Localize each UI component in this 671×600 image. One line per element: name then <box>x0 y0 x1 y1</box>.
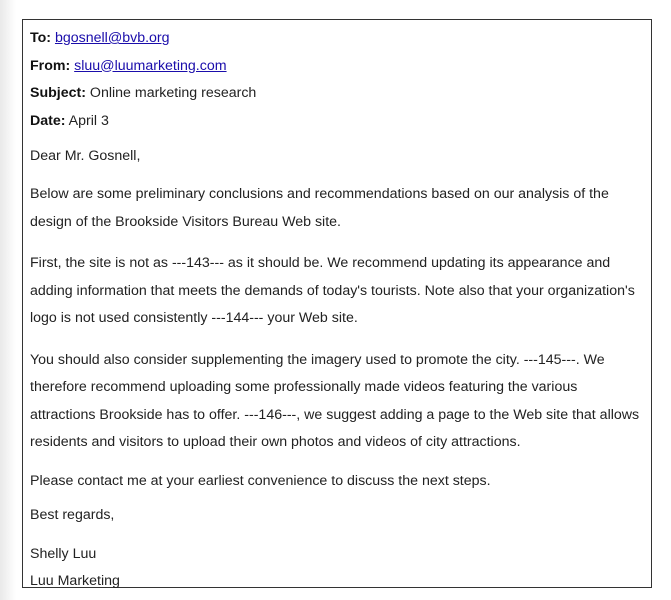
subject-value: Online marketing research <box>89 85 257 101</box>
p3-text-1: You should also consider supplementing the imagery used to promote the city. <box>30 351 524 368</box>
paragraph-contact: Please contact me at your earliest convenience to discuss the next steps. <box>30 472 491 489</box>
p3-text-2: . We therefore recommend uploading some professionally made videos featuring the various attractions Brookside has to offer. <box>30 351 605 423</box>
paragraph-intro: Below are some preliminary conclusions and recommendations based on our analysis of the design of the Brookside Visitors Bureau Web site. <box>30 186 609 230</box>
page-shadow <box>0 0 16 600</box>
blank-144: ---144--- <box>211 310 264 326</box>
p2-text-1: First, the site is not as <box>30 255 172 271</box>
blank-146: ---146--- <box>244 406 297 423</box>
to-label: To: <box>30 30 52 46</box>
date-line <box>30 111 644 139</box>
date-value: April 3 <box>68 112 109 129</box>
subject-line <box>30 83 644 111</box>
subject-label: Subject: <box>30 85 86 101</box>
to-email-link[interactable]: bgosnell@bvb.org <box>54 30 170 46</box>
paragraph-imagery <box>30 347 644 457</box>
blank-143: ---143--- <box>171 255 224 271</box>
signature-name: Shelly Luu <box>30 545 97 562</box>
paragraph-site-design <box>30 250 644 333</box>
from-line <box>30 56 644 84</box>
date-label: Date: <box>30 112 66 129</box>
p3-text-3: , we suggest adding a page to the Web site that allows residents and visitors to upload their own photos and videos of city attractions. <box>30 406 640 450</box>
email-message <box>22 19 652 588</box>
from-label: From: <box>30 57 71 74</box>
closing-phrase: Best regards, <box>30 506 115 523</box>
signature-company: Luu Marketing <box>30 573 120 589</box>
p2-text-2: as it should be. We recommend updating its appearance and adding information that meets the demands of today's tourists. Note also that your organization's logo is not used consistently <box>30 255 635 326</box>
greeting: Dear Mr. Gosnell, <box>30 148 141 164</box>
blank-145: ---145--- <box>523 351 576 368</box>
from-email-link[interactable]: sluu@luumarketing.com <box>74 57 227 74</box>
to-line <box>30 28 644 56</box>
p2-text-3: your Web site. <box>263 310 358 326</box>
